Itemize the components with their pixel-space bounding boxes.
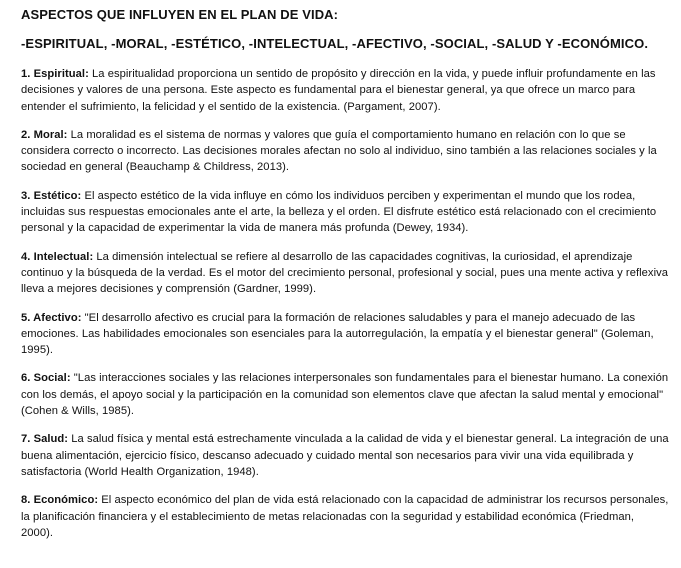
section-text: El aspecto económico del plan de vida está relacionado con la capacidad de administrar los recursos personales, la planificación financiera y el establecimiento de metas relacionadas con la seguridad y estabilidad económica (Friedman, 2000). [21, 494, 669, 539]
section-economico [21, 492, 669, 541]
section-heading: 8. Económico: [21, 494, 99, 507]
section-text: La dimensión intelectual se refiere al desarrollo de las capacidades cognitivas, la curiosidad, el aprendizaje continuo y la búsqueda de la verdad. Es el motor del crecimiento personal, profesional y social, pues una mente activa y reflexiva lleva a mejores decisiones y comprensión (Gardner, 1999). [21, 250, 669, 296]
section-text: "Las interacciones sociales y las relaciones interpersonales son fundamentales para el bienestar humano. La conexión con los demás, el apoyo social y la participación en la comunidad son elementos clave que afectan la salud mental y emocional" (Cohen & Wills, 1985). [21, 372, 669, 418]
section-text: La moralidad es el sistema de normas y valores que guía el comportamiento humano en relación con lo que se considera correcto o incorrecto. Las decisiones morales afectan no solo al individuo, sino también a las relaciones sociales y la sociedad en general (Beauchamp & Childress, 2013). [21, 128, 657, 174]
section-text: La salud física y mental está estrechamente vinculada a la calidad de vida y el bienestar general. La integración de una buena alimentación, ejercicio físico, descanso adecuado y cuidado mental son necesarios para vivir una vida equilibrada y satisfactoria (World Health Organization, 1948). [21, 433, 669, 478]
section-heading: 6. Social: [21, 372, 71, 385]
section-heading: 4. Intelectual: [21, 250, 94, 263]
section-heading: 3. Estético: [21, 189, 82, 202]
section-salud [21, 431, 669, 480]
section-afectivo [21, 310, 669, 359]
section-heading: 7. Salud: [21, 433, 69, 446]
section-intelectual [21, 249, 669, 298]
section-text: "El desarrollo afectivo es crucial para la formación de relaciones saludables y para el manejo adecuado de las emociones. Las habilidades emocionales son esenciales para la autorregulación, la empatía y el bienestar general" (Goleman, 1995). [21, 311, 654, 357]
document-title: ASPECTOS QUE INFLUYEN EN EL PLAN DE VIDA: [21, 7, 339, 22]
section-text: El aspecto estético de la vida influye en cómo los individuos perciben y experimentan el mundo que los rodea, incluidas sus respuestas emocionales ante el arte, la belleza y el orden. El disfrute estético está relacionado con el crecimiento personal y la capacidad de experimentar la vida de manera más profunda (Dewey, 1934). [21, 189, 657, 235]
section-social [21, 370, 669, 419]
section-estetico [21, 188, 669, 237]
section-espiritual [21, 66, 669, 115]
section-heading: 2. Moral: [21, 128, 68, 141]
aspects-list-heading: -ESPIRITUAL, -MORAL, -ESTÉTICO, -INTELECTUAL, -AFECTIVO, -SOCIAL, -SALUD Y -ECONÓMICO. [21, 36, 649, 51]
section-text: La espiritualidad proporciona un sentido de propósito y dirección en la vida, y puede influir profundamente en las decisiones y valores de una persona. Este aspecto es fundamental para el bienestar general, ya que ofrece un marco para entender el sufrimiento, la felicidad y el sentido de la existencia. (Pargament, 2007). [21, 68, 656, 113]
section-moral [21, 127, 669, 176]
section-heading: 5. Afectivo: [21, 311, 82, 324]
section-heading: 1. Espiritual: [21, 68, 89, 80]
